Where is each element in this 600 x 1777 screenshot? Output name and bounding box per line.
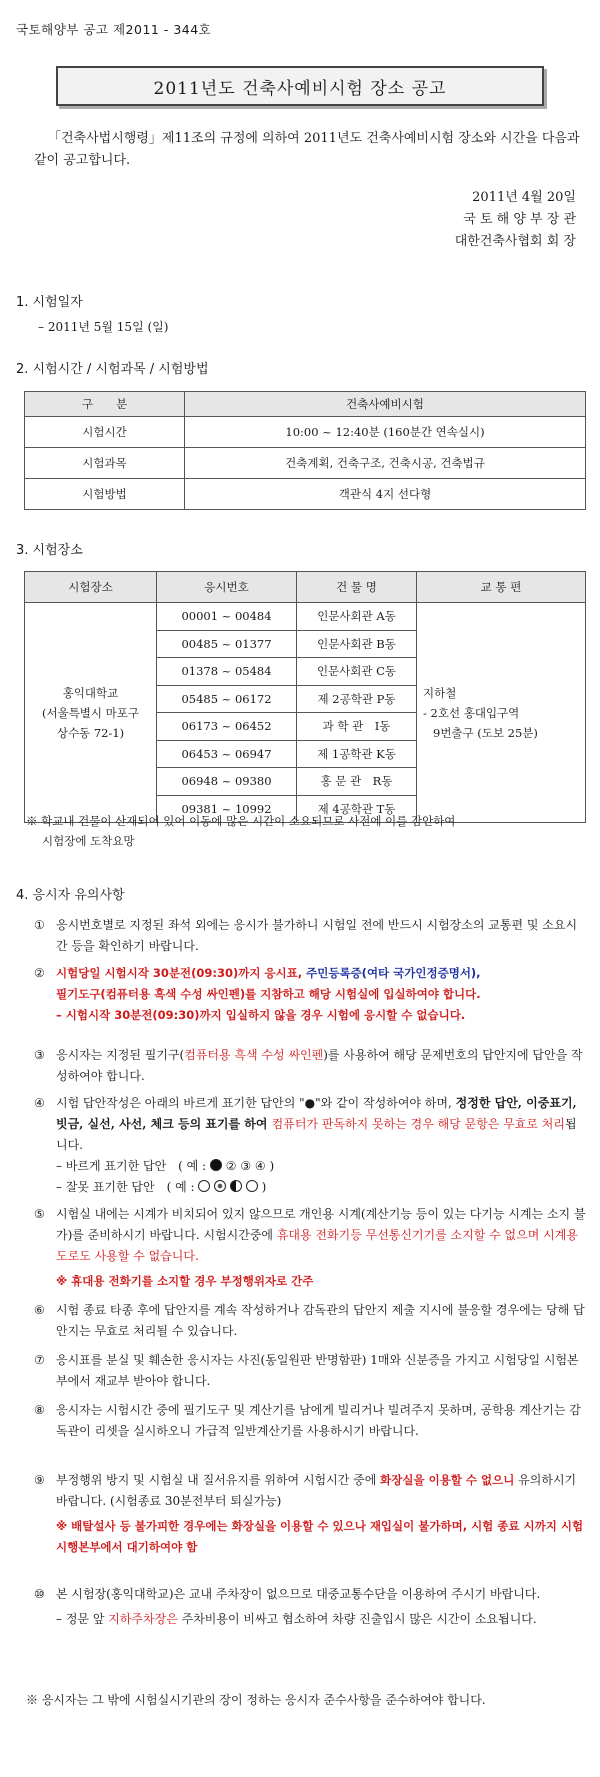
item-number: ③	[34, 1048, 45, 1062]
hatched-circle-icon	[214, 1180, 226, 1192]
item-text	[56, 1093, 586, 1198]
intro-text: 「건축사법시행령」제11조의 규정에 의하여 2011년도 건축사예비시험 장소와 시간을 다음과 같이 공고합니다.	[34, 131, 580, 168]
item-text	[56, 1204, 586, 1292]
table-header-row	[25, 572, 586, 603]
notice-date: 2011년 4월 20일	[472, 190, 576, 205]
item2-part-c: 필기도구(컴퓨터용 흑색 수성 싸인펜)를 지참하고 해당 시험실에 입실하여야 합니다.	[56, 987, 481, 1001]
item5-part-b: 휴대용 전화기등 무선통신기기를 소지할 수 없으며 시계용도로도 사용할 수 없습니다.	[56, 1228, 578, 1263]
header-place: 시험장소	[25, 572, 157, 603]
table-row	[25, 417, 586, 448]
notice-item-2	[34, 963, 586, 1026]
item9-part-c: 유의하시기 바랍니다. (시험종료 30분전부터 퇴실가능)	[56, 1473, 577, 1508]
transit-line3: 9번출구 (도보 25분)	[433, 725, 538, 740]
item-text: 응시자는 시험시간 중에 필기도구 및 계산기를 남에게 빌리거나 빌려주지 못하며, 공학용 계산기는 감독관이 리셋을 실시하오니 가급적 일반계산기를 사용하시기 바랍니다.	[56, 1403, 581, 1438]
wrong-example	[56, 1177, 586, 1198]
header-transit: 교 통 편	[417, 572, 586, 603]
location-note	[26, 811, 582, 851]
location-note-line2: 시험장에 도착요망	[42, 834, 135, 848]
table-row	[25, 448, 586, 479]
transit-line1: 지하철	[423, 685, 457, 700]
wrong-example-rest: )	[257, 1180, 267, 1194]
circle-icon	[246, 1180, 258, 1192]
half-circle-icon	[230, 1180, 242, 1192]
item10-part-c: 주차비용이 비싸고 협소하여 차량 진출입시 많은 시간이 소요됩니다.	[177, 1612, 537, 1626]
correct-example	[56, 1156, 586, 1177]
item9-part-b: 화장실을 이용할 수 없으니	[380, 1473, 515, 1487]
item5-part-c: ※ 휴대용 전화기를 소지할 경우 부정행위자로 간주	[56, 1274, 314, 1288]
number-range: 06948 ~ 09380	[157, 768, 297, 796]
closing-note: ※ 응시자는 그 밖에 시험실시기관의 장이 정하는 응시자 준수사항을 준수하여야 합니다.	[26, 1693, 486, 1707]
correct-example-rest: ② ③ ④ )	[221, 1159, 275, 1173]
place-address-line2: 상수동 72-1)	[56, 725, 125, 740]
section2-heading: 2. 시험시간 / 시험과목 / 시험방법	[16, 362, 209, 377]
item3-part-b: 컴퓨터용 흑색 수성 싸인펜	[184, 1048, 324, 1062]
notice-item-9	[34, 1470, 586, 1558]
item-text: 응시번호별로 지정된 좌석 외에는 응시가 불가하니 시험일 전에 반드시 시험장소의 교통편 및 소요시간 등을 확인하기 바랍니다.	[56, 918, 578, 953]
item3-part-a: 응시자는 지정된 필기구(	[56, 1048, 185, 1062]
place-cell	[25, 603, 157, 823]
issuer-association: 대한건축사협회 회 장	[454, 234, 576, 249]
number-range: 00485 ~ 01377	[157, 630, 297, 658]
table-row	[25, 479, 586, 510]
building-name: 인문사회관 B동	[297, 630, 417, 658]
check-circle-icon	[198, 1180, 210, 1192]
building-name: 인문사회관 C동	[297, 658, 417, 686]
item-text	[56, 963, 586, 1026]
number-range: 06173 ~ 06452	[157, 713, 297, 741]
header-building: 건 물 명	[297, 572, 417, 603]
notice-item-5	[34, 1204, 586, 1292]
item-number: ④	[34, 1096, 45, 1110]
header-number: 응시번호	[157, 572, 297, 603]
item-text: 시험 종료 타종 후에 답안지를 계속 작성하거나 감독관의 답안지 제출 지시에 불응할 경우에는 당해 답안지는 무효로 처리될 수 있습니다.	[56, 1303, 585, 1338]
item3-part-c: )를 사용하여 해당 문제번호의 답안지에 답안을 작성하여야 합니다.	[56, 1048, 583, 1083]
building-name: 제 2공학관 P동	[297, 685, 417, 713]
number-range: 00001 ~ 00484	[157, 603, 297, 631]
item10-part-a: – 정문 앞	[56, 1612, 109, 1626]
item4-part-c: "와 같이 작성하여야 하며,	[315, 1096, 452, 1110]
notice-item-10	[34, 1584, 586, 1630]
row-value: 객관식 4지 선다형	[185, 479, 586, 510]
filled-circle-icon	[210, 1159, 222, 1171]
exam-schedule-table	[24, 391, 586, 510]
item10-text: 본 시험장(홍익대학교)은 교내 주차장이 없으므로 대중교통수단을 이용하여 주시기 바랍니다.	[56, 1587, 541, 1601]
transit-cell	[417, 603, 586, 823]
correct-example-label: – 바르게 표기한 답안 ( 예 :	[56, 1159, 210, 1173]
location-note-line1: ※ 학교내 건물이 산재되어 있어 이동에 많은 시간이 소요되므로 사전에 이를 감안하여	[26, 814, 456, 828]
building-name: 제 1공학관 K동	[297, 740, 417, 768]
number-range: 05485 ~ 06172	[157, 685, 297, 713]
table-row	[25, 603, 586, 631]
notice-number: 국토해양부 공고 제2011 - 344호	[16, 22, 212, 37]
number-range: 09381 ~ 10992	[157, 795, 297, 823]
row-label: 시험과목	[25, 448, 185, 479]
row-value: 건축계획, 건축구조, 건축시공, 건축법규	[185, 448, 586, 479]
notice-item-3	[34, 1045, 586, 1087]
item2-part-a: 시험당일 시험시작 30분전(09:30)까지 응시표,	[56, 966, 307, 980]
place-name: 홍익대학교	[62, 685, 119, 700]
header-category: 구 분	[25, 392, 185, 417]
item-number: ⑥	[34, 1303, 45, 1317]
exam-date: – 2011년 5월 15일 (일)	[38, 320, 169, 334]
row-label: 시험시간	[25, 417, 185, 448]
section1-heading: 1. 시험일자	[16, 295, 83, 310]
item4-part-d: 정정한 답안, 이중표기, 빗금, 실선, 사선, 체크 등의 표기를 하여	[56, 1096, 577, 1131]
item-text: 응시표를 분실 및 훼손한 응시자는 사진(동일원판 반명함판) 1매와 신분증을 가지고 시험당일 시험본부에서 재교부 받아야 합니다.	[56, 1353, 579, 1388]
item4-part-e: 컴퓨터가 판독하지 못하는 경우 해당 문항은 무효로 처리	[271, 1117, 565, 1131]
building-name: 홍 문 관 R동	[297, 768, 417, 796]
notice-item-6	[34, 1300, 586, 1342]
item-text	[56, 1045, 586, 1087]
item-number: ②	[34, 966, 45, 980]
item2-part-d: – 시험시작 30분전(09:30)까지 입실하지 않을 경우 시험에 응시할 수 없습니다.	[56, 1008, 466, 1022]
building-name: 제 4공학관 T동	[297, 795, 417, 823]
item-number: ⑤	[34, 1207, 45, 1221]
page-title: 2011년도 건축사예비시험 장소 공고	[56, 66, 544, 106]
item10-part-b: 지하주차장은	[108, 1612, 178, 1626]
row-value: 10:00 ~ 12:40분 (160분간 연속실시)	[185, 417, 586, 448]
table-header-row	[25, 392, 586, 417]
item-number: ⑨	[34, 1473, 45, 1487]
row-label: 시험방법	[25, 479, 185, 510]
item-number: ①	[34, 918, 45, 932]
item-number: ⑧	[34, 1403, 45, 1417]
item4-part-b: ●	[304, 1096, 316, 1110]
exam-location-table	[24, 571, 586, 823]
item-number: ⑦	[34, 1353, 45, 1367]
section3-heading: 3. 시험장소	[16, 543, 83, 558]
notice-item-8	[34, 1400, 586, 1442]
header-exam: 건축사예비시험	[185, 392, 586, 417]
transit-line2: - 2호선 홍대입구역	[423, 705, 520, 720]
item9-part-a: 부정행위 방지 및 시험실 내 질서유지를 위하여 시험시간 중에	[56, 1473, 381, 1487]
number-range: 01378 ~ 05484	[157, 658, 297, 686]
item10-sub	[56, 1609, 586, 1630]
item-text	[56, 1584, 586, 1630]
notice-item-7	[34, 1350, 586, 1392]
notice-item-1	[34, 915, 586, 957]
number-range: 06453 ~ 06947	[157, 740, 297, 768]
notice-item-4	[34, 1093, 586, 1198]
building-name: 인문사회관 A동	[297, 603, 417, 631]
item-number: ⑩	[34, 1587, 45, 1601]
item2-part-b: 주민등록증(여타 국가인정증명서),	[306, 966, 481, 980]
item9-part-d: ※ 배탈설사 등 불가피한 경우에는 화장실을 이용할 수 있으나 재입실이 불가하며, 시험 종료 시까지 시험시행본부에서 대기하여야 함	[56, 1519, 584, 1554]
item-text	[56, 1470, 586, 1558]
place-address-line1: (서울특별시 마포구	[41, 705, 139, 720]
section4-heading: 4. 응시자 유의사항	[16, 888, 125, 903]
item4-part-f: 됩니다.	[56, 1117, 577, 1152]
issuer-ministry: 국 토 해 양 부 장 관	[463, 212, 576, 227]
building-name: 과 학 관 I동	[297, 713, 417, 741]
item4-part-a: 시험 답안작성은 아래의 바르게 표기한 답안의 "	[56, 1096, 305, 1110]
intro-paragraph	[34, 128, 582, 172]
item5-part-a: 시험실 내에는 시계가 비치되어 있지 않으므로 개인용 시계(계산기능 등이 있는 다기능 시계는 소지 불가)를 준비하시기 바랍니다. 시험시간중에	[56, 1207, 586, 1242]
wrong-example-label: – 잘못 표기한 답안 ( 예 :	[56, 1180, 199, 1194]
